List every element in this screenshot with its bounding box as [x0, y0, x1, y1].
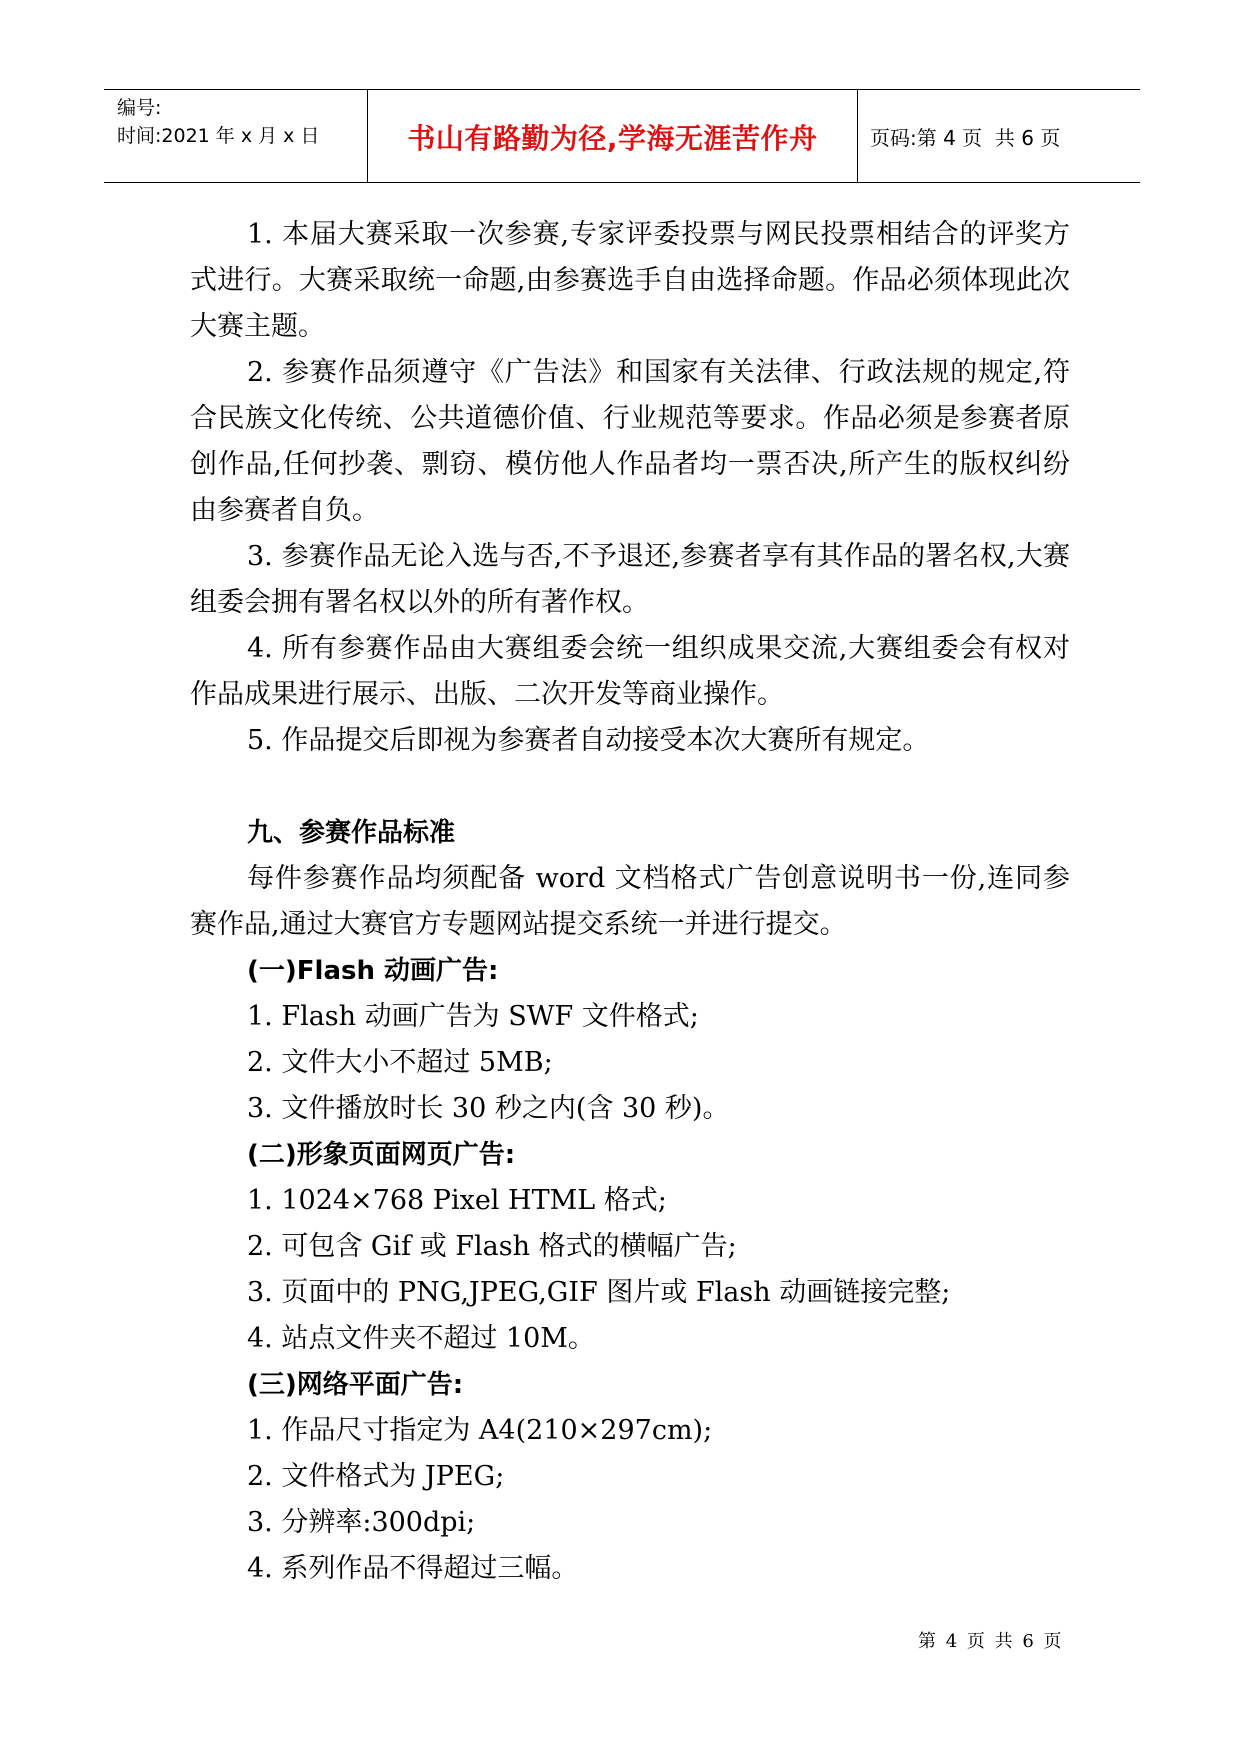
- spec-item: 2. 文件格式为 JPEG;: [247, 1461, 505, 1492]
- rule-paragraph: 5. 作品提交后即视为参赛者自动接受本次大赛所有规定。: [247, 725, 930, 756]
- spec-item: 1. 作品尺寸指定为 A4(210×297cm);: [247, 1415, 713, 1446]
- section-heading: 九、参赛作品标准: [247, 818, 456, 848]
- subsection-heading-print: (三)网络平面广告:: [247, 1370, 464, 1400]
- document-date: 时间:2021 年 x 月 x 日: [117, 125, 320, 147]
- subsection-heading-flash: (一)Flash 动画广告:: [247, 956, 499, 986]
- section-intro: 每件参赛作品均须配备 word 文档格式广告创意说明书一份,连同参赛作品,通过大赛官方专题网站提交系统一并进行提交。: [190, 863, 1070, 940]
- header-page-info: 页码:第 4 页 共 6 页: [870, 125, 1061, 150]
- header-motto-cell: [368, 90, 858, 182]
- spec-item: 4. 站点文件夹不超过 10M。: [247, 1323, 595, 1354]
- page-header: [104, 89, 1140, 183]
- page-footer: 第 4 页 共 6 页: [918, 1631, 1064, 1652]
- spec-item: 3. 页面中的 PNG,JPEG,GIF 图片或 Flash 动画链接完整;: [247, 1277, 951, 1308]
- spec-item: 4. 系列作品不得超过三幅。: [247, 1553, 579, 1584]
- subsection-heading-web: (二)形象页面网页广告:: [247, 1140, 516, 1170]
- spec-item: 1. 1024×768 Pixel HTML 格式;: [247, 1185, 667, 1216]
- rule-paragraph: 1. 本届大赛采取一次参赛,专家评委投票与网民投票相结合的评奖方式进行。大赛采取统一命题,由参赛选手自由选择命题。作品必须体现此次大赛主题。: [190, 219, 1070, 342]
- header-motto: 书山有路勤为径,学海无涯苦作舟: [407, 122, 818, 155]
- rule-paragraph: 4. 所有参赛作品由大赛组委会统一组织成果交流,大赛组委会有权对作品成果进行展示、出版、二次开发等商业操作。: [190, 633, 1070, 710]
- header-meta-cell: [104, 90, 368, 182]
- section-spacer: [190, 764, 1070, 810]
- document-number-label: 编号:: [117, 97, 162, 119]
- rule-paragraph: 3. 参赛作品无论入选与否,不予退还,参赛者享有其作品的署名权,大赛组委会拥有署名权以外的所有著作权。: [190, 541, 1070, 618]
- spec-item: 3. 分辨率:300dpi;: [247, 1507, 476, 1538]
- rule-paragraph: 2. 参赛作品须遵守《广告法》和国家有关法律、行政法规的规定,符合民族文化传统、公共道德价值、行业规范等要求。作品必须是参赛者原创作品,任何抄袭、剽窃、模仿他人作品者均一票否决,所产生的版权纠纷由参赛者自负。: [190, 357, 1070, 526]
- spec-item: 3. 文件播放时长 30 秒之内(含 30 秒)。: [247, 1093, 730, 1124]
- header-page-cell: [858, 90, 1140, 182]
- spec-item: 1. Flash 动画广告为 SWF 文件格式;: [247, 1001, 699, 1032]
- spec-item: 2. 文件大小不超过 5MB;: [247, 1047, 553, 1078]
- spec-item: 2. 可包含 Gif 或 Flash 格式的横幅广告;: [247, 1231, 737, 1262]
- document-body: [190, 212, 1070, 1592]
